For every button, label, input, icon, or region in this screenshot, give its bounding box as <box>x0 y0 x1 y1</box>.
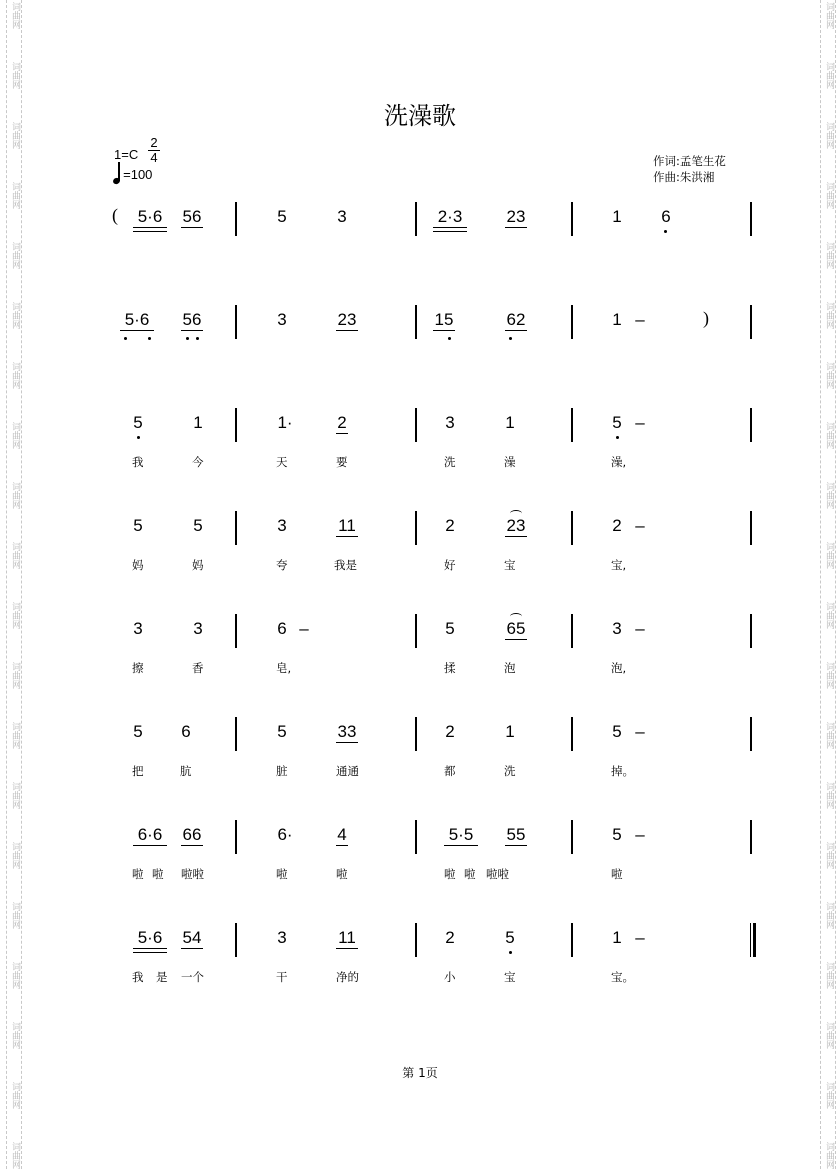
score-note: 5 <box>612 413 622 432</box>
bar-line <box>750 614 752 648</box>
score-note: 2 <box>445 516 455 535</box>
margin-watermark: 词曲网 <box>10 62 20 89</box>
score-note: 2 <box>612 516 622 535</box>
bar-line <box>415 202 417 236</box>
bar-line <box>235 923 237 957</box>
lyric-text: 啦 <box>611 867 623 881</box>
margin-watermark: 词曲网 <box>824 362 834 389</box>
margin-watermark: 词曲网 <box>10 902 20 929</box>
score-note: 5 <box>505 928 515 947</box>
score-note: 33 <box>337 722 357 741</box>
score-note: 2·3 <box>433 207 467 228</box>
lyric-text: 宝 <box>504 970 516 984</box>
margin-watermark: 词曲网 <box>10 2 20 29</box>
bar-line <box>415 614 417 648</box>
score-note: 3 <box>277 516 287 535</box>
score-note: – <box>635 310 645 329</box>
margin-watermark: 词曲网 <box>824 962 834 989</box>
score-note: – <box>635 722 645 741</box>
score-note: 5 <box>612 722 622 741</box>
score-note: 1 <box>612 207 622 226</box>
score-note: 5 <box>133 516 143 535</box>
margin-watermark: 词曲网 <box>824 542 834 569</box>
lyric-text: 皂, <box>276 661 292 675</box>
lyric-text: 净的 <box>336 970 359 984</box>
final-bar-line <box>753 923 756 957</box>
lyric-text: 澡 <box>504 455 516 469</box>
lyric-text: 妈 <box>132 558 144 572</box>
margin-watermark: 词曲网 <box>10 422 20 449</box>
score-row <box>0 820 840 880</box>
score-note: – <box>299 619 309 638</box>
lower-octave-dot <box>616 436 619 439</box>
score-note: 5·5 <box>444 825 478 846</box>
bar-line <box>235 820 237 854</box>
repeat-parenthesis: ) <box>703 308 709 328</box>
time-signature <box>148 136 160 165</box>
score-note: 3 <box>193 619 203 638</box>
lyric-text: 啦 <box>464 867 476 881</box>
score-note: 5 <box>133 722 143 741</box>
score-note: 65 <box>506 619 526 638</box>
margin-watermark: 词曲网 <box>824 602 834 629</box>
score-note: 5 <box>445 619 455 638</box>
bar-line <box>415 923 417 957</box>
lyric-text: 擦 <box>132 661 144 675</box>
margin-watermark: 词曲网 <box>10 362 20 389</box>
bar-line <box>415 717 417 751</box>
margin-watermark: 词曲网 <box>824 182 834 209</box>
score-note: 23 <box>506 207 526 226</box>
score-note: 6 <box>277 619 287 638</box>
lyric-text: 肮 <box>180 764 192 778</box>
margin-watermark: 词曲网 <box>10 842 20 869</box>
margin-watermark: 词曲网 <box>824 62 834 89</box>
lyric-text: 啦 <box>132 867 144 881</box>
margin-watermark: 词曲网 <box>824 662 834 689</box>
bar-line <box>235 305 237 339</box>
lyric-text: 澡, <box>611 455 627 469</box>
composer-credit: 作曲:朱洪湘 <box>653 170 715 184</box>
margin-watermark: 词曲网 <box>824 242 834 269</box>
score-note: 1 <box>193 413 203 432</box>
score-note: – <box>635 619 645 638</box>
bar-line <box>750 202 752 236</box>
key-signature: 1=C <box>114 147 139 162</box>
bar-line <box>415 820 417 854</box>
score-note: 6 <box>661 207 671 226</box>
score-note: 15 <box>434 310 454 329</box>
margin-watermark: 词曲网 <box>824 422 834 449</box>
bar-line <box>235 202 237 236</box>
margin-watermark: 词曲网 <box>10 242 20 269</box>
score-note: 3 <box>612 619 622 638</box>
score-note: 56 <box>182 207 202 226</box>
bar-line <box>235 717 237 751</box>
lower-octave-dot <box>196 337 199 340</box>
score-note: 5 <box>193 516 203 535</box>
score-note: 3 <box>445 413 455 432</box>
bar-line <box>750 923 751 957</box>
margin-watermark: 词曲网 <box>824 842 834 869</box>
quarter-note-icon <box>112 177 121 185</box>
score-note: 2 <box>337 413 347 432</box>
bar-line <box>235 511 237 545</box>
score-note: 3 <box>277 928 287 947</box>
bar-line <box>571 202 573 236</box>
bar-line <box>750 820 752 854</box>
lower-octave-dot <box>448 337 451 340</box>
bar-line <box>415 511 417 545</box>
lyric-text: 洗 <box>504 764 516 778</box>
score-row <box>0 408 840 468</box>
score-note: 5 <box>612 825 622 844</box>
page-number: 第 1页 <box>402 1066 438 1080</box>
lyric-text: 小 <box>444 970 456 984</box>
score-note: – <box>635 825 645 844</box>
lyric-text: 都 <box>444 764 456 778</box>
score-note: 11 <box>336 516 358 537</box>
margin-watermark: 词曲网 <box>824 482 834 509</box>
score-note: 23 <box>337 310 357 329</box>
bar-line <box>571 717 573 751</box>
bar-line <box>571 408 573 442</box>
lyric-text: 是 <box>156 970 168 984</box>
score-note: 62 <box>506 310 526 329</box>
lower-octave-dot <box>509 337 512 340</box>
margin-watermark: 词曲网 <box>10 962 20 989</box>
tempo-marking <box>113 162 152 184</box>
score-note: 2 <box>445 928 455 947</box>
lyric-text: 我 <box>132 455 144 469</box>
margin-watermark: 词曲网 <box>10 482 20 509</box>
bar-line <box>415 408 417 442</box>
score-row <box>0 717 840 777</box>
score-note: 2 <box>445 722 455 741</box>
bar-line <box>750 717 752 751</box>
bar-line <box>750 408 752 442</box>
lyric-text: 啦 <box>152 867 164 881</box>
time-signature-top: 2 <box>150 135 158 150</box>
bar-line <box>235 408 237 442</box>
lyric-text: 我 <box>132 970 144 984</box>
lyric-text: 宝, <box>611 558 627 572</box>
score-note: – <box>635 516 645 535</box>
score-note: 1· <box>277 413 293 432</box>
lyric-text: 妈 <box>192 558 204 572</box>
lyric-text: 今 <box>192 455 204 469</box>
lyric-text: 好 <box>444 558 456 572</box>
margin-watermark: 词曲网 <box>824 782 834 809</box>
margin-watermark: 词曲网 <box>824 902 834 929</box>
score-row <box>0 202 840 262</box>
bar-line <box>750 511 752 545</box>
lyric-text: 啦啦 <box>486 867 509 881</box>
slur-mark <box>510 613 522 620</box>
score-note: 11 <box>336 928 358 949</box>
lyric-text: 掉。 <box>611 764 634 778</box>
lyric-text: 啦 <box>276 867 288 881</box>
score-note: 23 <box>506 516 526 535</box>
margin-watermark: 词曲网 <box>10 302 20 329</box>
margin-watermark: 词曲网 <box>824 722 834 749</box>
score-note: 6·6 <box>133 825 167 846</box>
margin-watermark: 词曲网 <box>10 122 20 149</box>
margin-watermark: 词曲网 <box>10 1082 20 1109</box>
score-note: 4 <box>337 825 347 844</box>
lower-octave-dot <box>664 230 667 233</box>
song-title: 洗澡歌 <box>384 102 456 130</box>
score-note: 5 <box>277 722 287 741</box>
right-margin-watermark-strip <box>820 0 836 1169</box>
lyric-text: 要 <box>336 455 348 469</box>
score-note: 5·6 <box>133 928 167 949</box>
lyric-text: 把 <box>132 764 144 778</box>
margin-watermark: 词曲网 <box>10 602 20 629</box>
bar-line <box>415 305 417 339</box>
score-note: 3 <box>277 310 287 329</box>
margin-watermark: 词曲网 <box>10 722 20 749</box>
bar-line <box>750 305 752 339</box>
score-row <box>0 305 840 365</box>
lyric-text: 一个 <box>181 970 204 984</box>
score-note: 5·6 <box>120 310 154 331</box>
score-note: 6 <box>181 722 191 741</box>
margin-watermark: 词曲网 <box>10 542 20 569</box>
lyric-text: 干 <box>276 970 288 984</box>
margin-watermark: 词曲网 <box>10 662 20 689</box>
bar-line <box>571 923 573 957</box>
lyric-text: 啦啦 <box>181 867 204 881</box>
bar-line <box>571 511 573 545</box>
tempo-value: =100 <box>123 167 153 182</box>
score-note: 5·6 <box>133 207 167 228</box>
margin-watermark: 词曲网 <box>10 782 20 809</box>
margin-watermark: 词曲网 <box>10 1022 20 1049</box>
lyric-text: 宝 <box>504 558 516 572</box>
score-note: 6· <box>277 825 293 844</box>
score-note: 1 <box>612 310 622 329</box>
score-note: 1 <box>505 722 515 741</box>
lyric-text: 夸 <box>276 558 288 572</box>
margin-watermark: 词曲网 <box>824 1082 834 1109</box>
lyric-text: 我是 <box>334 558 357 572</box>
margin-watermark: 词曲网 <box>10 1142 20 1169</box>
score-note: 1 <box>612 928 622 947</box>
score-note: – <box>635 928 645 947</box>
score-note: 66 <box>182 825 202 844</box>
score-note: 1 <box>505 413 515 432</box>
score-note: 54 <box>182 928 202 947</box>
lyricist-credit: 作词:孟笔生花 <box>653 154 726 168</box>
margin-watermark: 词曲网 <box>824 122 834 149</box>
lower-octave-dot <box>124 337 127 340</box>
score-note: 3 <box>337 207 347 226</box>
bar-line <box>235 614 237 648</box>
margin-watermark: 词曲网 <box>10 182 20 209</box>
score-note: 5 <box>277 207 287 226</box>
score-row <box>0 923 840 983</box>
lyric-text: 啦 <box>336 867 348 881</box>
lyric-text: 香 <box>192 661 204 675</box>
lower-octave-dot <box>186 337 189 340</box>
lyric-text: 泡, <box>611 661 627 675</box>
score-note: 5 <box>133 413 143 432</box>
margin-watermark: 词曲网 <box>824 1022 834 1049</box>
lyric-text: 宝。 <box>611 970 634 984</box>
time-signature-bottom: 4 <box>148 150 160 165</box>
bar-line <box>571 614 573 648</box>
margin-watermark: 词曲网 <box>824 1142 834 1169</box>
bar-line <box>571 305 573 339</box>
lyric-text: 通通 <box>336 764 359 778</box>
score-note: – <box>635 413 645 432</box>
slur-mark <box>510 510 522 517</box>
score-note: 56 <box>182 310 202 329</box>
margin-watermark: 词曲网 <box>824 302 834 329</box>
lyric-text: 洗 <box>444 455 456 469</box>
lower-octave-dot <box>137 436 140 439</box>
score-row <box>0 511 840 571</box>
lyric-text: 泡 <box>504 661 516 675</box>
lyric-text: 啦 <box>444 867 456 881</box>
lower-octave-dot <box>509 951 512 954</box>
score-row <box>0 614 840 674</box>
left-margin-watermark-strip <box>6 0 22 1169</box>
lower-octave-dot <box>148 337 151 340</box>
repeat-parenthesis: ( <box>112 205 118 225</box>
lyric-text: 天 <box>276 455 288 469</box>
lyric-text: 脏 <box>276 764 288 778</box>
lyric-text: 揉 <box>444 661 456 675</box>
score-note: 55 <box>506 825 526 844</box>
bar-line <box>571 820 573 854</box>
score-note: 3 <box>133 619 143 638</box>
margin-watermark: 词曲网 <box>824 2 834 29</box>
